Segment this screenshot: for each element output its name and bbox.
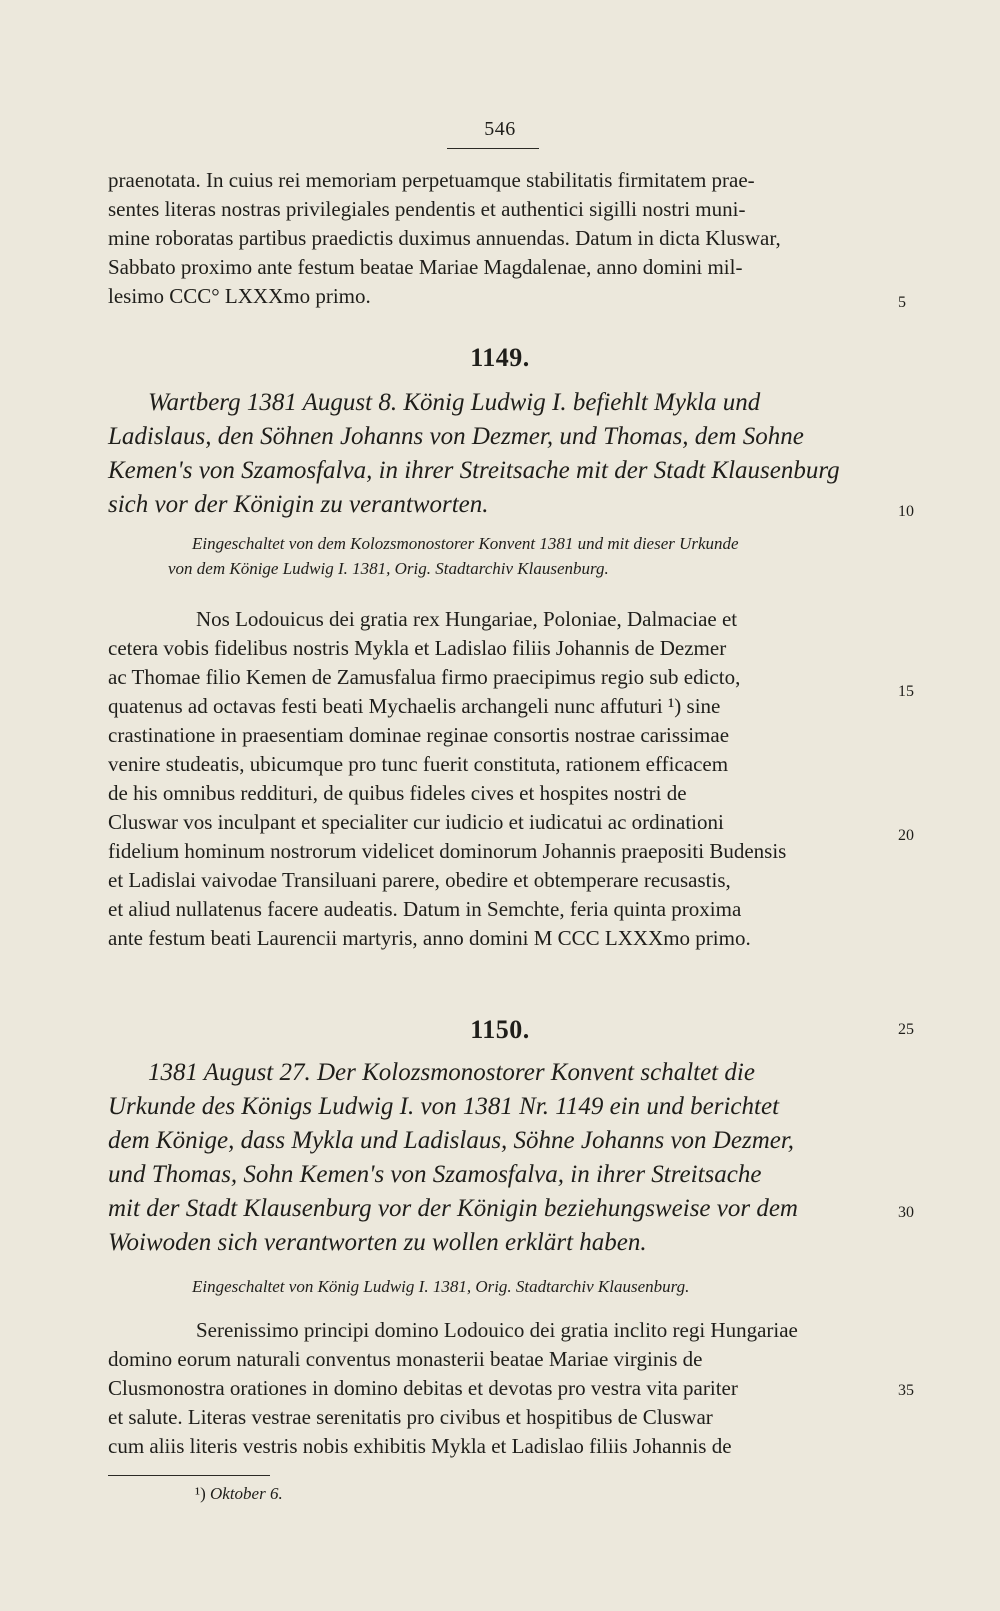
text-line: domino eorum naturali conventus monasterii beatae Mariae virginis de <box>108 1347 703 1371</box>
note-line: Eingeschaltet von dem Kolozsmonostorer Konvent 1381 und mit dieser Urkunde <box>192 534 739 553</box>
line-number-25: 25 <box>898 1021 914 1038</box>
regest-line: mit der Stadt Klausenburg vor der Königin beziehungsweise vor dem <box>108 1195 798 1222</box>
text-line: quatenus ad octavas festi beati Mychaelis archangeli nunc affuturi ¹) sine <box>108 694 721 718</box>
note-line: von dem Könige Ludwig I. 1381, Orig. Stadtarchiv Klausenburg. <box>168 559 609 578</box>
text-line: ante festum beati Laurencii martyris, anno domini M CCC LXXXmo primo. <box>108 926 751 950</box>
line-number-5: 5 <box>898 294 906 311</box>
footnote-text: Oktober 6. <box>210 1484 283 1503</box>
note-line: Eingeschaltet von König Ludwig I. 1381, Orig. Stadtarchiv Klausenburg. <box>192 1277 690 1296</box>
text-line: cetera vobis fidelibus nostris Mykla et Ladislao filiis Johannis de Dezmer <box>108 636 727 660</box>
regest-line: sich vor der Königin zu verantworten. <box>108 491 489 518</box>
footnote-rule <box>108 1475 270 1476</box>
text-line: cum aliis literis vestris nobis exhibitis Mykla et Ladislao filiis Johannis de <box>108 1434 732 1458</box>
text-line: venire studeatis, ubicumque pro tunc fuerit constituta, rationem efficacem <box>108 752 729 776</box>
line-number-15: 15 <box>898 683 914 700</box>
page-number-rule <box>447 148 539 149</box>
text-line: mine roboratas partibus praedictis duximus annuendas. Datum in dicta Kluswar, <box>108 226 781 250</box>
text-line: lesimo CCC° LXXXmo primo. <box>108 284 371 308</box>
text-line: fidelium hominum nostrorum videlicet dominorum Johannis praepositi Budensis <box>108 839 787 863</box>
text-line: et salute. Literas vestrae serenitatis pro civibus et hospitibus de Cluswar <box>108 1405 713 1429</box>
regest-line: Woiwoden sich verantworten zu wollen erklärt haben. <box>108 1229 647 1256</box>
text-line: et Ladislai vaivodae Transiluani parere, obedire et obtemperare recusastis, <box>108 868 731 892</box>
regest-1150 <box>108 1056 890 1260</box>
text-line: Serenissimo principi domino Lodouico dei gratia inclito regi Hungariae <box>196 1318 798 1342</box>
document-text-1150 <box>108 1316 890 1461</box>
footnote-mark: ¹) <box>195 1484 206 1503</box>
source-note-1150 <box>192 1274 890 1299</box>
text-line: de his omnibus reddituri, de quibus fideles cives et hospites nostri de <box>108 781 687 805</box>
line-number-20: 20 <box>898 827 914 844</box>
regest-line: Ladislaus, den Söhnen Johanns von Dezmer, und Thomas, dem Sohne <box>108 423 804 450</box>
regest-line: dem Könige, dass Mykla und Ladislaus, Söhne Johanns von Dezmer, <box>108 1127 795 1154</box>
text-line: Clusmonostra orationes in domino debitas et devotas pro vestra vita pariter <box>108 1376 738 1400</box>
regest-line: Kemen's von Szamosfalva, in ihrer Streitsache mit der Stadt Klausenburg <box>108 457 840 484</box>
document-number-1150: 1150. <box>470 1015 530 1044</box>
text-line: praenotata. In cuius rei memoriam perpetuamque stabilitatis firmitatem prae- <box>108 168 755 192</box>
regest-line: Urkunde des Königs Ludwig I. von 1381 Nr. 1149 ein und berichtet <box>108 1093 780 1120</box>
intro-paragraph <box>108 166 890 311</box>
footnote <box>195 1484 283 1504</box>
text-line: Nos Lodouicus dei gratia rex Hungariae, Poloniae, Dalmaciae et <box>196 607 738 631</box>
text-line: Sabbato proximo ante festum beatae Mariae Magdalenae, anno domini mil- <box>108 255 743 279</box>
text-line: et aliud nullatenus facere audeatis. Datum in Semchte, feria quinta proxima <box>108 897 742 921</box>
text-line: crastinatione in praesentiam dominae reginae consortis nostrae carissimae <box>108 723 730 747</box>
line-number-10: 10 <box>898 503 914 520</box>
page-number: 546 <box>484 118 516 140</box>
regest-line: Wartberg 1381 August 8. König Ludwig I. befiehlt Mykla und <box>148 389 761 416</box>
source-note-1149 <box>168 531 890 581</box>
document-text-1149 <box>108 605 890 953</box>
text-line: ac Thomae filio Kemen de Zamusfalua firmo praecipimus regio sub edicto, <box>108 665 741 689</box>
text-line: sentes literas nostras privilegiales pendentis et authentici sigilli nostri muni- <box>108 197 746 221</box>
line-number-30: 30 <box>898 1204 914 1221</box>
regest-line: 1381 August 27. Der Kolozsmonostorer Konvent schaltet die <box>148 1059 755 1086</box>
regest-line: und Thomas, Sohn Kemen's von Szamosfalva, in ihrer Streitsache <box>108 1161 762 1188</box>
text-line: Cluswar vos inculpant et specialiter cur iudicio et iudicatui ac ordinationi <box>108 810 724 834</box>
document-number-1149: 1149. <box>470 343 530 372</box>
line-number-35: 35 <box>898 1382 914 1399</box>
regest-1149 <box>108 386 890 522</box>
